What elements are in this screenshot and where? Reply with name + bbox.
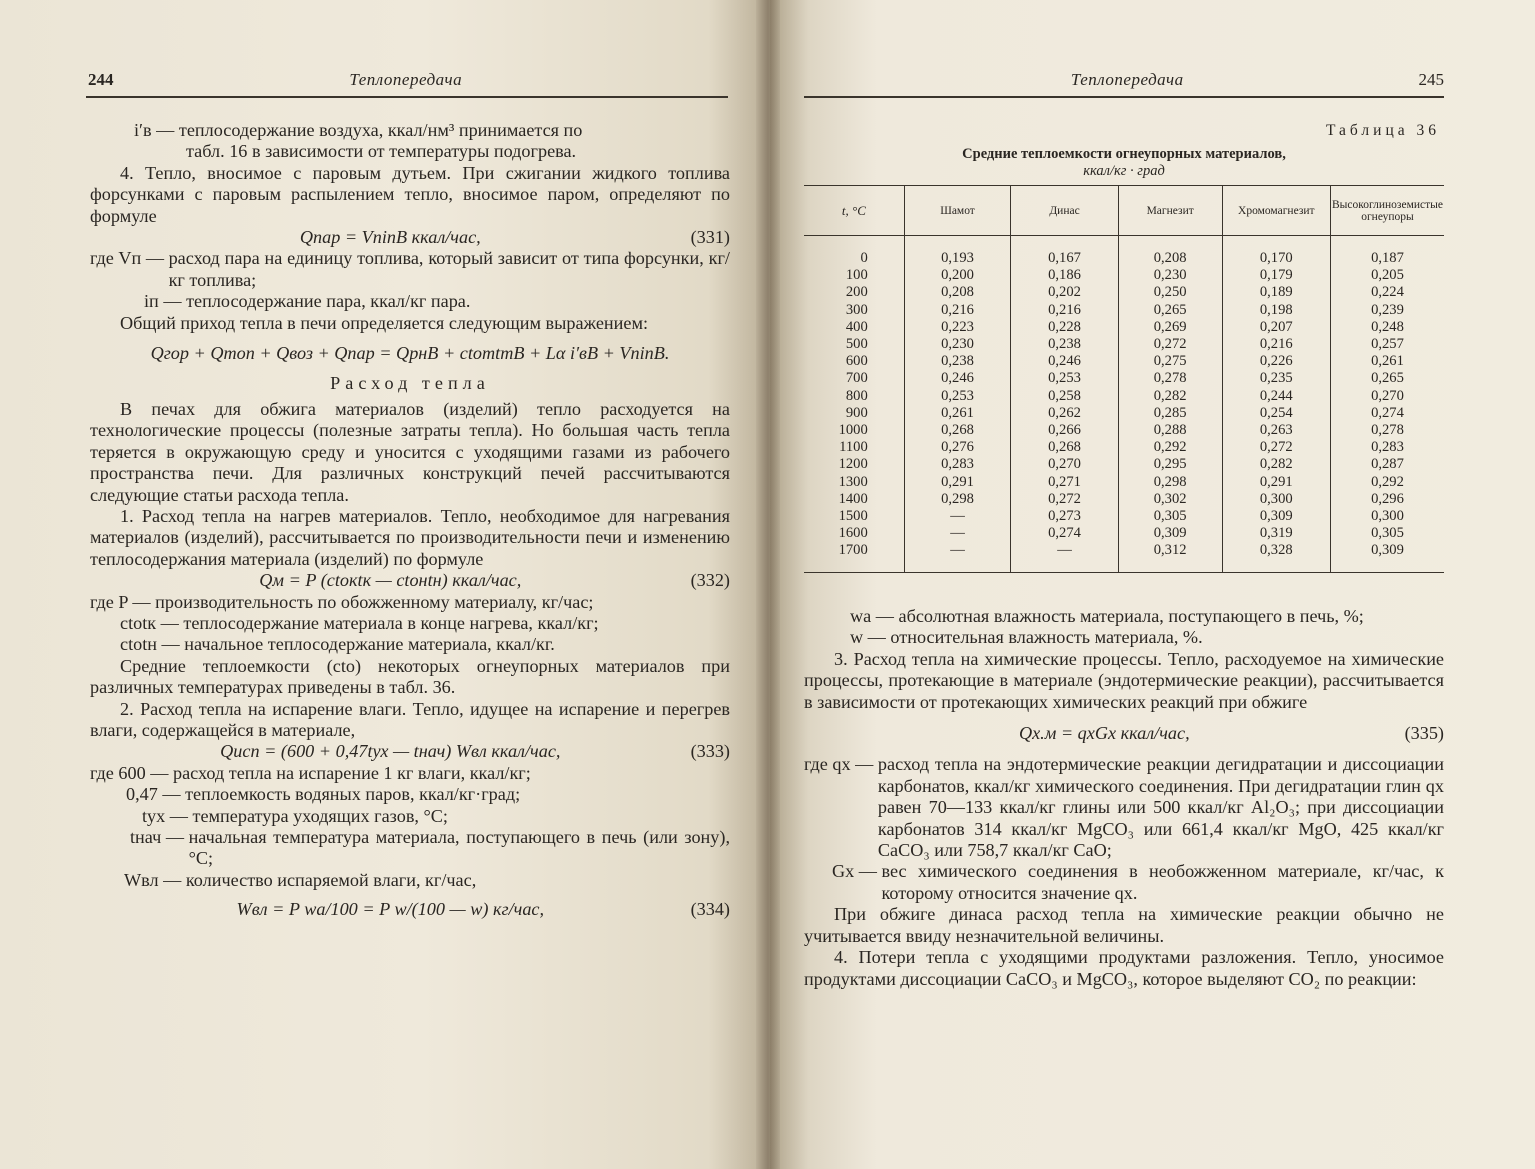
table-title: Средние теплоемкости огнеупорных материалов,: [962, 146, 1286, 162]
table-cell-value: 0,276: [904, 439, 1011, 456]
left-line-2: табл. 16 в зависимости от температуры подогрева.: [186, 141, 577, 162]
table-cell-temperature: 600: [845, 353, 868, 370]
table-cell-value: —: [904, 525, 1011, 542]
table-body: [804, 236, 1444, 573]
table-cell-value: 0,189: [1222, 284, 1330, 301]
table-cell-temperature: 1600: [838, 525, 868, 542]
left-text-column: [90, 120, 730, 921]
table-cell-value: 0,167: [1011, 236, 1118, 268]
def-ip: iп — теплосодержание пара, ккал/кг пара.: [144, 291, 471, 312]
table-cell-value: 0,268: [1011, 439, 1118, 456]
table-row: [804, 422, 1444, 439]
table-cell-value: 0,282: [1222, 456, 1330, 473]
def-ctn: ctotн — начальное теплосодержание материала, ккал/кг.: [120, 634, 555, 655]
table-row: [804, 474, 1444, 491]
right-page-number: 245: [1418, 70, 1444, 89]
table-cell-value: 0,235: [1222, 370, 1330, 387]
table-cell-value: 0,298: [1118, 474, 1222, 491]
table-cell-value: 0,265: [1330, 370, 1444, 387]
table-cell-value: 0,216: [1222, 336, 1330, 353]
table-cell-value: 0,248: [1330, 319, 1444, 336]
equation-331: Qпар = VпiпB ккал/час, (331): [299, 227, 730, 248]
right-header-rule: [804, 96, 1444, 98]
table-cell-value: 0,328: [1222, 542, 1330, 572]
table-cell-value: 0,278: [1330, 422, 1444, 439]
table-cell-value: 0,263: [1222, 422, 1330, 439]
table-cell-value: 0,223: [904, 319, 1011, 336]
table-row: [804, 388, 1444, 405]
table-cell-value: 0,230: [1118, 267, 1222, 284]
table-cell-value: 0,187: [1330, 236, 1444, 268]
table-cell-temperature: 1200: [838, 456, 868, 473]
table-cell-value: 0,246: [1011, 353, 1118, 370]
table-cell-value: 0,250: [1118, 284, 1222, 301]
table-cell-value: 0,170: [1222, 236, 1330, 268]
def-047: 0,47 — теплоемкость водяных паров, ккал/кг·град;: [126, 784, 521, 805]
table-row: [804, 302, 1444, 319]
table-row: [804, 508, 1444, 525]
table-cell-value: 0,295: [1118, 456, 1222, 473]
th-temperature: t, °С: [804, 186, 904, 236]
right-text-column: [804, 606, 1444, 990]
table-cell-value: 0,302: [1118, 491, 1222, 508]
table-cell-value: 0,208: [904, 284, 1011, 301]
left-para-4: 4. Тепло, вносимое с паровым дутьем. При сжигании жидкого топлива форсунками с паровым распылением тепло, вносимое паром, определяют по формуле: [90, 162, 730, 226]
table-cell-value: 0,207: [1222, 319, 1330, 336]
def-600: где 600 — расход тепла на испарение 1 кг влаги, ккал/кг;: [90, 762, 531, 783]
table-cell-value: 0,186: [1011, 267, 1118, 284]
table-cell-value: 0,202: [1011, 284, 1118, 301]
th-khromomagnezit: Хромомагнезит: [1222, 186, 1330, 236]
table-cell-value: 0,244: [1222, 388, 1330, 405]
table-cell-temperature: 100: [845, 267, 868, 284]
def-wa: wа — абсолютная влажность материала, поступающего в печь, %;: [850, 606, 1364, 626]
table-cell-value: 0,300: [1330, 508, 1444, 525]
table-cell-value: 0,253: [1011, 370, 1118, 387]
table-cell-value: 0,296: [1330, 491, 1444, 508]
equation-332: Qм = P (ctoкtк — ctoнtн) ккал/час, (332): [259, 570, 730, 591]
table-cell-value: 0,271: [1011, 474, 1118, 491]
th-magnezit: Магнезит: [1118, 186, 1222, 236]
table-cell-value: 0,272: [1118, 336, 1222, 353]
def-p: где P — производительность по обожженному материалу, кг/час;: [90, 591, 594, 612]
def-ctk: ctotк — теплосодержание материала в конце нагрева, ккал/кг;: [120, 612, 599, 633]
table-cell-temperature: 300: [845, 301, 868, 318]
left-para-1: 1. Расход тепла на нагрев материалов. Тепло, необходимое для нагревания материалов (изделий), рассчитывается по производительности печи и изменению теплосодержания материала (изделий) по формуле: [90, 505, 730, 569]
left-para-cp: Средние теплоемкости (cto) некоторых огнеупорных материалов при различных температурах приведены в табл. 36.: [90, 655, 730, 698]
table-cell-value: 0,282: [1118, 388, 1222, 405]
table-cell-value: 0,224: [1330, 284, 1444, 301]
def-vp: где Vп — расход пара на единицу топлива, который зависит от типа форсунки, кг/кг топлива;: [90, 248, 730, 290]
table-row: [804, 370, 1444, 387]
table-cell-temperature: 200: [845, 284, 868, 301]
table-units: ккал/кг · град: [1083, 163, 1165, 179]
table-cell-temperature: 800: [845, 387, 868, 404]
table-cell-value: 0,179: [1222, 267, 1330, 284]
heat-capacity-table: [804, 185, 1444, 573]
table-cell-value: 0,239: [1330, 302, 1444, 319]
table-cell-temperature: 1100: [839, 439, 868, 456]
def-tux: tух — температура уходящих газов, °С;: [142, 805, 448, 826]
table-cell-value: 0,278: [1118, 370, 1222, 387]
table-cell-value: 0,208: [1118, 236, 1222, 268]
table-cell-temperature: 900: [845, 404, 868, 421]
table-cell-value: 0,298: [904, 491, 1011, 508]
table-cell-value: 0,261: [1330, 353, 1444, 370]
table-row: [804, 336, 1444, 353]
table-cell-value: 0,253: [904, 388, 1011, 405]
table-cell-value: 0,269: [1118, 319, 1222, 336]
th-dinas: Динас: [1011, 186, 1118, 236]
table-cell-value: 0,309: [1222, 508, 1330, 525]
left-line-1: i′в — теплосодержание воздуха, ккал/нм³ принимается по: [134, 120, 583, 140]
table-cell-temperature: 500: [845, 336, 868, 353]
th-vysokoglinozemistye: Высокоглиноземистые огнеупоры: [1330, 186, 1444, 236]
table-cell-value: 0,305: [1118, 508, 1222, 525]
table-cell-value: 0,305: [1330, 525, 1444, 542]
table-row: [804, 456, 1444, 473]
table-cell-value: 0,272: [1222, 439, 1330, 456]
table-cell-value: 0,266: [1011, 422, 1118, 439]
table-cell-value: 0,254: [1222, 405, 1330, 422]
book-gutter-shadow: [756, 0, 780, 1169]
table-cell-value: 0,283: [904, 456, 1011, 473]
right-page: [770, 0, 1535, 1169]
table-cell-value: 0,246: [904, 370, 1011, 387]
table-cell-value: 0,258: [1011, 388, 1118, 405]
left-running-title: Теплопередача: [349, 70, 463, 89]
table-cell-value: 0,238: [904, 353, 1011, 370]
table-title-block: [804, 146, 1444, 180]
table-cell-value: 0,275: [1118, 353, 1222, 370]
table-cell-value: 0,272: [1011, 491, 1118, 508]
def-w: w — относительная влажность материала, %.: [850, 627, 1203, 648]
table-cell-value: 0,283: [1330, 439, 1444, 456]
equation-333: Qисп = (600 + 0,47tух — tнач) Wвл ккал/час, (333): [220, 741, 730, 762]
table-cell-temperature: 1400: [838, 490, 868, 507]
table-cell-value: 0,226: [1222, 353, 1330, 370]
table-row: [804, 236, 1444, 268]
table-caption: Таблица 36: [1325, 122, 1440, 139]
table-cell-value: 0,291: [1222, 474, 1330, 491]
table-cell-value: 0,261: [904, 405, 1011, 422]
table-cell-temperature: 400: [845, 318, 868, 335]
def-wvl: Wвл — количество испаряемой влаги, кг/час,: [124, 869, 477, 890]
table-cell-temperature: 1500: [838, 508, 868, 525]
table-cell-value: 0,216: [904, 302, 1011, 319]
table-row: [804, 542, 1444, 572]
table-cell-value: 0,198: [1222, 302, 1330, 319]
equation-335: Qх.м = qхGх ккал/час, (335): [1018, 723, 1444, 744]
table-cell-value: 0,257: [1330, 336, 1444, 353]
table-row: [804, 405, 1444, 422]
table-cell-value: 0,273: [1011, 508, 1118, 525]
table-row: [804, 353, 1444, 370]
table-cell-value: —: [1011, 542, 1118, 572]
table-row: [804, 267, 1444, 284]
table-header-row: [804, 186, 1444, 236]
table-row: [804, 491, 1444, 508]
table-cell-value: 0,228: [1011, 319, 1118, 336]
def-gx: Gх — вес химического соединения в необожженном материале, кг/час, к которому относится значение qх.: [832, 861, 1444, 903]
right-running-header: [806, 70, 1444, 90]
table-cell-value: —: [904, 508, 1011, 525]
table-cell-value: —: [904, 542, 1011, 572]
table-cell-temperature: 1300: [838, 473, 868, 490]
table-cell-value: 0,274: [1011, 525, 1118, 542]
heading-rashod: Расход тепла: [330, 373, 490, 394]
table-cell-temperature: 700: [845, 370, 868, 387]
table-cell-value: 0,262: [1011, 405, 1118, 422]
table-cell-value: 0,193: [904, 236, 1011, 268]
def-tnach: tнач — начальная температура материала, поступающего в печь (или зону), °С;: [130, 827, 730, 869]
table-cell-value: 0,312: [1118, 542, 1222, 572]
table-cell-temperature: 1000: [838, 422, 868, 439]
table-cell-value: 0,319: [1222, 525, 1330, 542]
table-cell-value: 0,274: [1330, 405, 1444, 422]
right-para-3: 3. Расход тепла на химические процессы. Тепло, расходуемое на химические процессы, протекающие в материале (эндотермические реакции), рассчитывается в зависимости от протекающих химических реакций при обжиге: [804, 648, 1444, 712]
table-cell-value: 0,238: [1011, 336, 1118, 353]
table-cell-value: 0,292: [1330, 474, 1444, 491]
table-cell-temperature: 0: [860, 250, 868, 266]
left-running-header: [88, 70, 728, 90]
table-cell-value: 0,291: [904, 474, 1011, 491]
table-cell-value: 0,287: [1330, 456, 1444, 473]
table-cell-value: 0,292: [1118, 439, 1222, 456]
table-row: [804, 319, 1444, 336]
table-row: [804, 525, 1444, 542]
table-cell-value: 0,216: [1011, 302, 1118, 319]
left-para-2: 2. Расход тепла на испарение влаги. Тепло, идущее на испарение и перегрев влаги, содержащейся в материале,: [90, 698, 730, 740]
right-para-4: 4. Потери тепла с уходящими продуктами разложения. Тепло, уносимое продуктами диссоциации CaCO₃ и MgCO₃, которое выделяют CO₂ по реакции:: [804, 947, 1444, 989]
table-cell-value: 0,268: [904, 422, 1011, 439]
right-para-dinas: При обжиге динаса расход тепла на химические реакции обычно не учитывается ввиду незначительной величины.: [804, 904, 1444, 946]
table-cell-value: 0,309: [1330, 542, 1444, 572]
right-running-title: Теплопередача: [1070, 70, 1184, 89]
table-cell-value: 0,200: [904, 267, 1011, 284]
left-header-rule: [86, 96, 728, 98]
table-cell-value: 0,285: [1118, 405, 1222, 422]
table-cell-temperature: 1700: [804, 542, 904, 572]
table-cell-value: 0,270: [1330, 388, 1444, 405]
th-shamot: Шамот: [904, 186, 1011, 236]
table-cell-value: 0,300: [1222, 491, 1330, 508]
equation-total: Qгор + Qтоп + Qвоз + Qпар = QрнB + ctoтtтB + Lα i′вB + VпiпB.: [150, 343, 670, 364]
left-page-number: 244: [88, 70, 114, 89]
table-cell-value: 0,270: [1011, 456, 1118, 473]
table-row: [804, 284, 1444, 301]
left-para-total: Общий приход тепла в печи определяется следующим выражением:: [120, 312, 649, 333]
table-cell-value: 0,230: [904, 336, 1011, 353]
table-cell-value: 0,288: [1118, 422, 1222, 439]
equation-334: Wвл = P wa/100 = P w/(100 — w) кг/час, (334): [236, 899, 730, 920]
table-cell-value: 0,309: [1118, 525, 1222, 542]
table-row: [804, 439, 1444, 456]
table-cell-value: 0,265: [1118, 302, 1222, 319]
table-cell-value: 0,205: [1330, 267, 1444, 284]
left-para-rashod: В печах для обжига материалов (изделий) тепло расходуется на технологические процессы (полезные затраты тепла). Но большая часть тепла теряется в окружающую среду и уносится с уходящими газами из рабочего пространства печи. Для различных конструкций печей рассчитываются следующие статьи расхода тепла.: [90, 398, 730, 505]
def-qx: где qх — расход тепла на эндотермические реакции дегидратации и диссоциации карбонатов, ккал/кг химического соединения. При дегидратации глин qх равен 70—133 ккал/кг глины или 500 ккал/кг Al₂O₃; при диссоциации карбонатов 314 ккал/кг MgCO₃ или 661,4 ккал/кг MgO, 425 ккал/кг CaCO₃ или 758,7 ккал/кг CaO;: [804, 754, 1444, 861]
